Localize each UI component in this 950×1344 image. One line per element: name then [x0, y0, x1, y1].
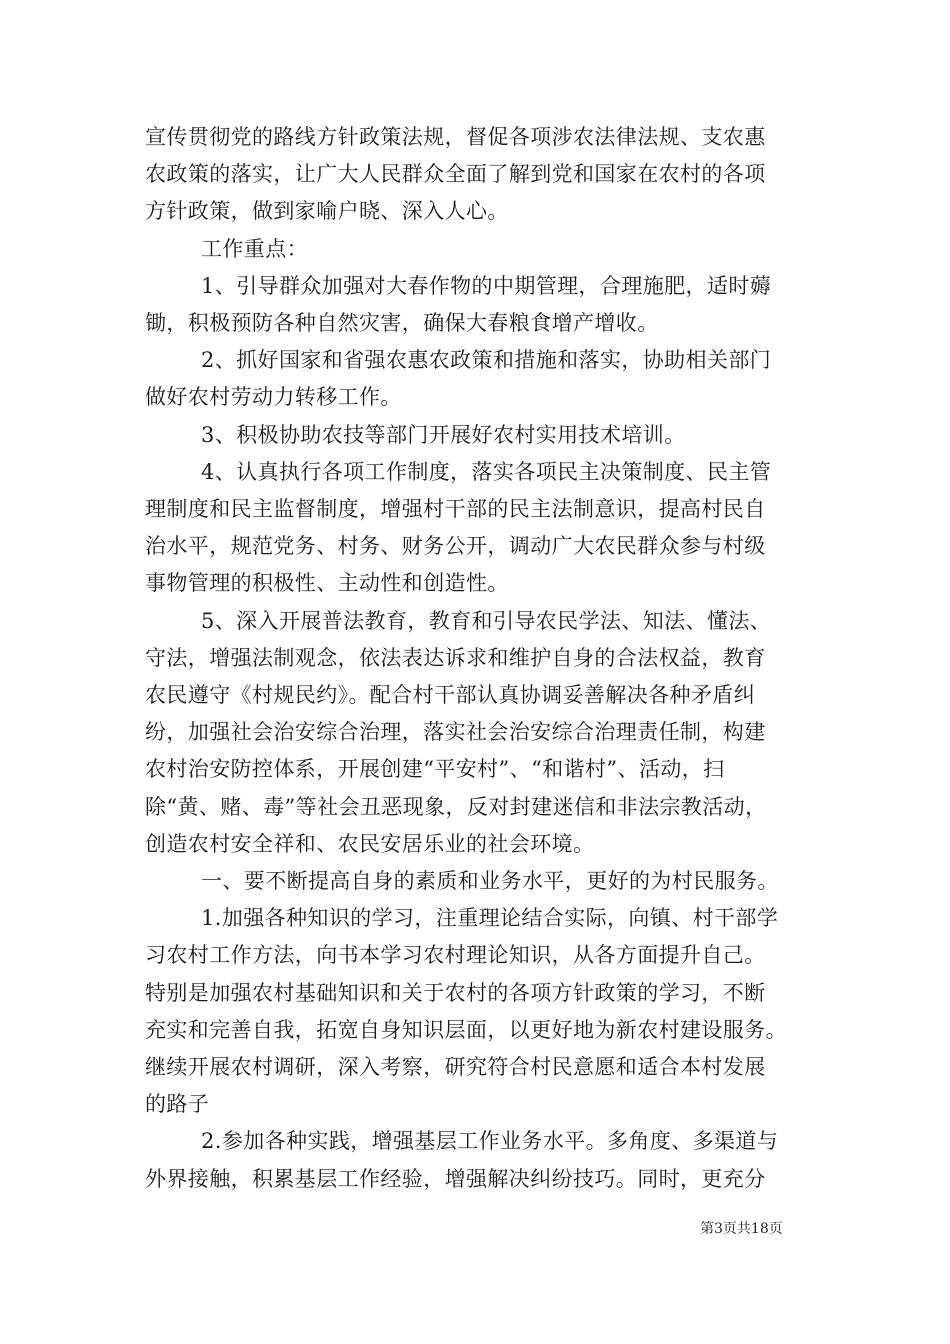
text-line: 1.加强各种知识的学习，注重理论结合实际，向镇、村干部学 — [201, 906, 779, 931]
text-line: 外界接触，积累基层工作经验，增强解决纠纷技巧。同时，更充分 — [145, 1166, 766, 1191]
text-line: 的路子 — [145, 1092, 210, 1117]
text-line: 守法，增强法制观念，依法表达诉求和维护自身的合法权益，教育 — [145, 645, 766, 670]
text-line: 工作重点： — [201, 236, 308, 261]
text-line: 2.参加各种实践，增强基层工作业务水平。多角度、多渠道与 — [201, 1129, 779, 1154]
text-line: 继续开展农村调研，深入考察，研究符合村民意愿和适合本村发展 — [145, 1055, 766, 1080]
text-line: 5、深入开展普法教育，教育和引导农民学法、知法、懂法、 — [201, 608, 772, 633]
paragraph-item-4 — [145, 454, 820, 603]
text-line: 做好农村劳动力转移工作。 — [145, 385, 402, 410]
paragraph-item-5 — [145, 603, 820, 863]
text-line: 创造农村安全祥和、农民安居乐业的社会环境。 — [145, 831, 595, 856]
paragraph-subitem-2 — [145, 1123, 820, 1197]
text-line: 农村治安防控体系，开展创建“平安村”、“和谐村”、活动，扫 — [145, 757, 725, 782]
paragraph-intro-continued — [145, 119, 820, 231]
paragraph-item-3 — [145, 417, 820, 454]
text-line: 理制度和民主监督制度，增强村干部的民主法制意识，提高村民自 — [145, 497, 766, 522]
body-text — [145, 119, 820, 1198]
text-line: 治水平，规范党务、村务、财务公开，调动广大农民群众参与村级 — [145, 534, 766, 559]
text-line: 纷，加强社会治安综合治理，落实社会治安综合治理责任制，构建 — [145, 720, 766, 745]
text-line: 3、积极协助农技等部门开展好农村实用技术培训。 — [201, 422, 686, 447]
section-heading-1 — [145, 863, 820, 900]
paragraph-item-1 — [145, 268, 820, 342]
paragraph-subitem-1 — [145, 900, 820, 1123]
text-line: 一、要不断提高自身的素质和业务水平，更好的为村民服务。 — [201, 869, 779, 894]
page-number-footer: 第3页共18页 — [700, 1221, 783, 1237]
section-heading-work-focus — [145, 231, 820, 268]
text-line: 2、抓好国家和省强农惠农政策和措施和落实，协助相关部门 — [201, 348, 772, 373]
text-line: 4、认真执行各项工作制度，落实各项民主决策制度、民主管 — [201, 459, 772, 484]
text-line: 农政策的落实，让广大人民群众全面了解到党和国家在农村的各项 — [145, 162, 766, 187]
text-line: 事物管理的积极性、主动性和创造性。 — [145, 571, 509, 596]
text-line: 习农村工作方法，向书本学习农村理论知识，从各方面提升自己。 — [145, 943, 766, 968]
text-line: 农民遵守《村规民约》。配合村干部认真协调妥善解决各种矛盾纠 — [145, 683, 756, 708]
text-line: 1、引导群众加强对大春作物的中期管理，合理施肥，适时薅 — [201, 273, 772, 298]
text-line: 方针政策，做到家喻户晓、深入人心。 — [145, 199, 509, 224]
text-line: 特别是加强农村基础知识和关于农村的各项方针政策的学习，不断 — [145, 980, 766, 1005]
text-line: 除“黄、赌、毒”等社会丑恶现象，反对封建迷信和非法宗教活动， — [145, 794, 767, 819]
text-line: 宣传贯彻党的路线方针政策法规，督促各项涉农法律法规、支农惠 — [145, 125, 766, 149]
text-line: 充实和完善自我，拓宽自身知识层面，以更好地为新农村建设服务。 — [145, 1017, 787, 1042]
text-line: 锄，积极预防各种自然灾害，确保大春粮食增产增收。 — [145, 311, 659, 336]
paragraph-item-2 — [145, 342, 820, 416]
